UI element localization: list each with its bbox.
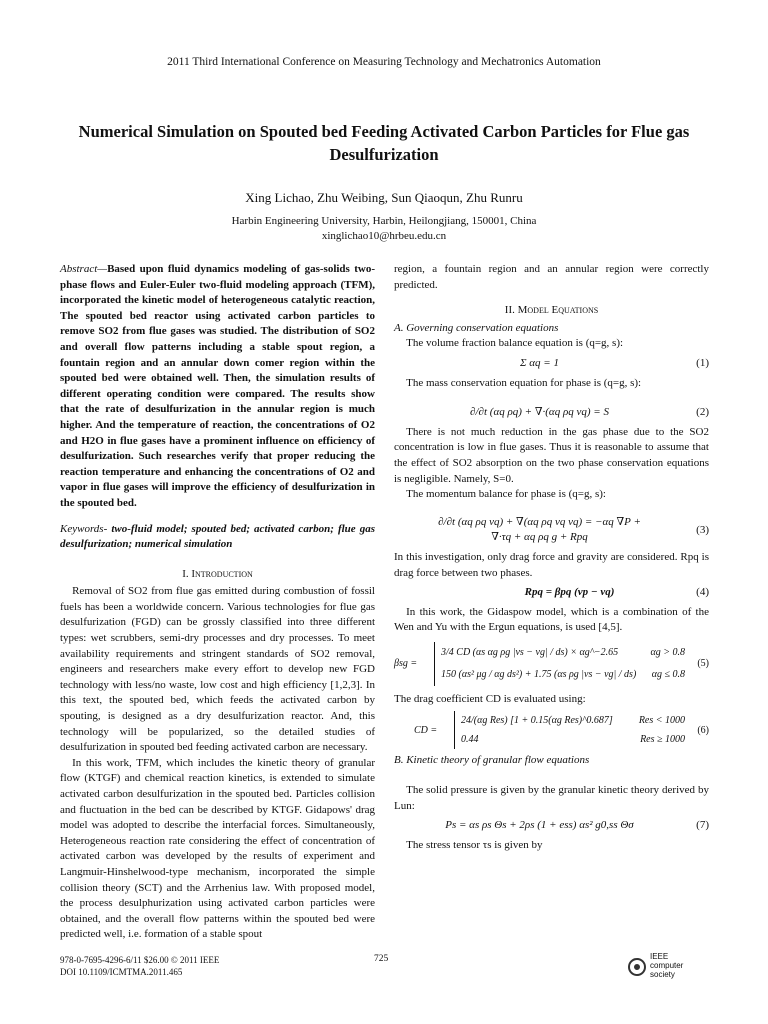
paper-authors: Xing Lichao, Zhu Weibing, Sun Qiaoqun, Zhu Runru (245, 190, 523, 205)
equation-3 (394, 515, 709, 546)
logo-line-2: computer (650, 961, 684, 970)
equation-3-number: (3) (696, 523, 709, 536)
equation-6 (394, 711, 709, 749)
abstract-text: Based upon fluid dynamics modeling of gas-solids two-phase flows and Euler-Euler two-fluid modeling approach (TFM), incorporated the kinetic model of heterogeneous catalytic reaction, The spouted bed reactor using activated carbon particles to remove SO2 from flue gases was studied. The distribution of SO2 and overall flow patterns including a stable spout region, a fountain region and an annular down comer region within the spouted bed were obtained well. Then, the simulation results of different operating condition were compared. The results show that the rate of desulfurization in the annular region is much higher. And the temperature of reaction, the concentrations of O2 and H2O in flue gases have a prominent influence on efficiency of desulfurization. Such researches verify that proper reducing the reaction temperature and enhancing the concentrations of O2 and vapor in flue gases will improve the efficiency of desulfurization in the spouted bed. (60, 263, 375, 509)
equation-6-case-2: 0.44 (461, 734, 479, 746)
ieee-logo-icon (628, 958, 646, 976)
equation-6-label: CD = (414, 724, 438, 736)
so2-paragraph: There is not much reduction in the gas phase due to the SO2 concentration is low in flue gases. Thus it is reasonable to assume that the effect of SO2 absorption on the two phase conservation equations is negligible. Namely, S=0. (394, 425, 709, 485)
page-number: 725 (374, 954, 389, 964)
equation-3-line-1: ∂/∂t (αq ρq vq) + ∇(αq ρq vq vq) = −αq ∇P + (438, 515, 641, 528)
gidaspow-text: In this work, the Gidaspow model, which is a combination of the Wen and Yu with the Ergun equations, is used [4,5]. (394, 605, 709, 634)
equation-7 (394, 818, 709, 834)
footer-doi: DOI 10.1109/ICMTMA.2011.465 (60, 967, 183, 977)
equation-4 (394, 585, 709, 601)
section-heading-introduction: I. Introduction (182, 567, 253, 580)
subsection-b-heading: B. Kinetic theory of granular flow equations (394, 754, 590, 767)
abstract (60, 262, 375, 512)
footer-citation (60, 954, 219, 978)
right-column (394, 262, 709, 853)
keywords-lead: Keywords- (60, 522, 112, 535)
equation-5-condition-2: αg ≤ 0.8 (651, 668, 685, 680)
equation-5-cases (434, 642, 685, 686)
equation-6-cases (454, 711, 685, 749)
keywords (60, 522, 375, 553)
abstract-lead: Abstract— (60, 263, 108, 275)
mass-conservation-text: The mass conservation equation for phase is (q=g, s): (406, 376, 642, 389)
equation-3-line-2: ∇·τq + αq ρq g + Rpq (491, 531, 588, 544)
equation-6-condition-1: Res < 1000 (638, 715, 685, 727)
equation-1-body: Σ αq = 1 (520, 356, 559, 369)
equation-6-condition-2: Res ≥ 1000 (640, 734, 685, 746)
equation-5-label: βsg = (394, 657, 418, 669)
equation-2-body: ∂/∂t (αq ρq) + ∇·(αq ρq vq) = S (470, 406, 609, 419)
paper-title: Numerical Simulation on Spouted bed Feeding Activated Carbon Particles for Flue gas Desulfurization (78, 122, 690, 164)
equation-4-body: Rpq = βpq (vp − vq) (524, 586, 615, 599)
section-heading-model-equations: II. Model Equations (504, 304, 599, 317)
equation-1 (394, 356, 709, 372)
equation-7-number: (7) (696, 819, 709, 832)
drag-force-text: In this investigation, only drag force and gravity are considered. Rpq is drag force between two phases. (394, 550, 709, 579)
footer-isbn: 978-0-7695-4296-6/11 $26.00 © 2011 IEEE (60, 955, 220, 965)
ieee-logo-text (650, 952, 683, 979)
equation-6-case-1: 24/(αg Res) [1 + 0.15(αg Res)^0.687] (461, 715, 613, 727)
solid-pressure-text: The solid pressure is given by the granular kinetic theory derived by Lun: (394, 784, 709, 812)
equation-5-number: (5) (697, 657, 709, 669)
keywords-text: two-fluid model; spouted bed; activated carbon; flue gas desulfurization; numerical simulation (60, 522, 376, 551)
equation-2 (394, 405, 709, 421)
affiliation: Harbin Engineering University, Harbin, Heilongjiang, 150001, China (231, 215, 537, 227)
equation-1-number: (1) (696, 356, 709, 369)
equation-6-number: (6) (697, 724, 709, 736)
affiliation-block (0, 214, 768, 244)
equation-5-case-2: 150 (αs² μg / αg ds²) + 1.75 (αs ρg |vs − vg| / ds) (441, 668, 637, 680)
volume-fraction-text: The volume fraction balance equation is (q=g, s): (406, 337, 624, 350)
drag-coefficient-text: The drag coefficient CD is evaluated using: (394, 692, 586, 705)
subsection-a-heading: A. Governing conservation equations (394, 321, 559, 334)
equation-5 (394, 642, 709, 686)
equation-2-number: (2) (696, 406, 709, 419)
logo-line-3: society (650, 970, 675, 979)
left-column (60, 262, 375, 943)
equation-5-case-1: 3/4 CD (αs αg ρg |vs − vg| / ds) × αg^−2.65 (441, 646, 619, 658)
equation-7-body: Ps = αs ρs Θs + 2ρs (1 + ess) αs² g0,ss Θσ (445, 819, 634, 832)
momentum-text: The momentum balance for phase is (q=g, s): (406, 488, 606, 501)
conference-header: 2011 Third International Conference on Measuring Technology and Mechatronics Automation (167, 56, 601, 68)
equation-5-condition-1: αg > 0.8 (650, 646, 685, 658)
stress-tensor-text: The stress tensor τs is given by (406, 838, 543, 851)
equation-3-body (394, 515, 685, 546)
intro-paragraph-2: In this work, TFM, which includes the kinetic theory of granular flow (KTGF) and chemical reaction kinetics, is extended to simulate activated carbon desulfurization in the spouted bed. Particles collision and fluctuation in the bed can be described by KTGF. Gidapows' drag model was adopted to describe the interfacial forces. Simultaneously, Heterogeneous reaction rate considering the effect of concentration of activated carbon was developed by the results of experiment and Langmuir-Hinshelwood-type mechanism, incorporated the simple collision theory (SCT) and the Arrhenius law. With proposed model, the process desulphurization using activated carbon particles were obtained, and the overall flow patterns within the spouted bed were predicted well, i.e. formation of a stable spout (60, 756, 375, 941)
ieee-computer-society-logo (628, 950, 708, 982)
continuation-text: region, a fountain region and an annular region were correctly predicted. (394, 263, 709, 291)
equation-4-number: (4) (696, 586, 709, 599)
logo-line-1: IEEE (650, 952, 669, 961)
intro-paragraph-1: Removal of SO2 from flue gas emitted during combustion of fossil fuels has been a worldwide concern. Various technologies for flue gas desulfurization (FGD) can be grossly classified into three different types: wet scrubbers, semi-dry processes and dry processes. To meet availability requirements and stringent standards of SO2 removal, engineers and researchers make every effort to develop new FGD technology with less/no waste, low cost and high efficiency [1,2,3]. In this text, the spouted bed, which feeds the activated carbon by spouting, is designed as a dry desulfurization reactor. And, this technology will be popularized, so the detailed studies of desulfurization in spouted bed feeding activated carbon are necessary. (60, 585, 375, 754)
author-email[interactable]: xinglichao10@hrbeu.edu.cn (321, 230, 447, 242)
